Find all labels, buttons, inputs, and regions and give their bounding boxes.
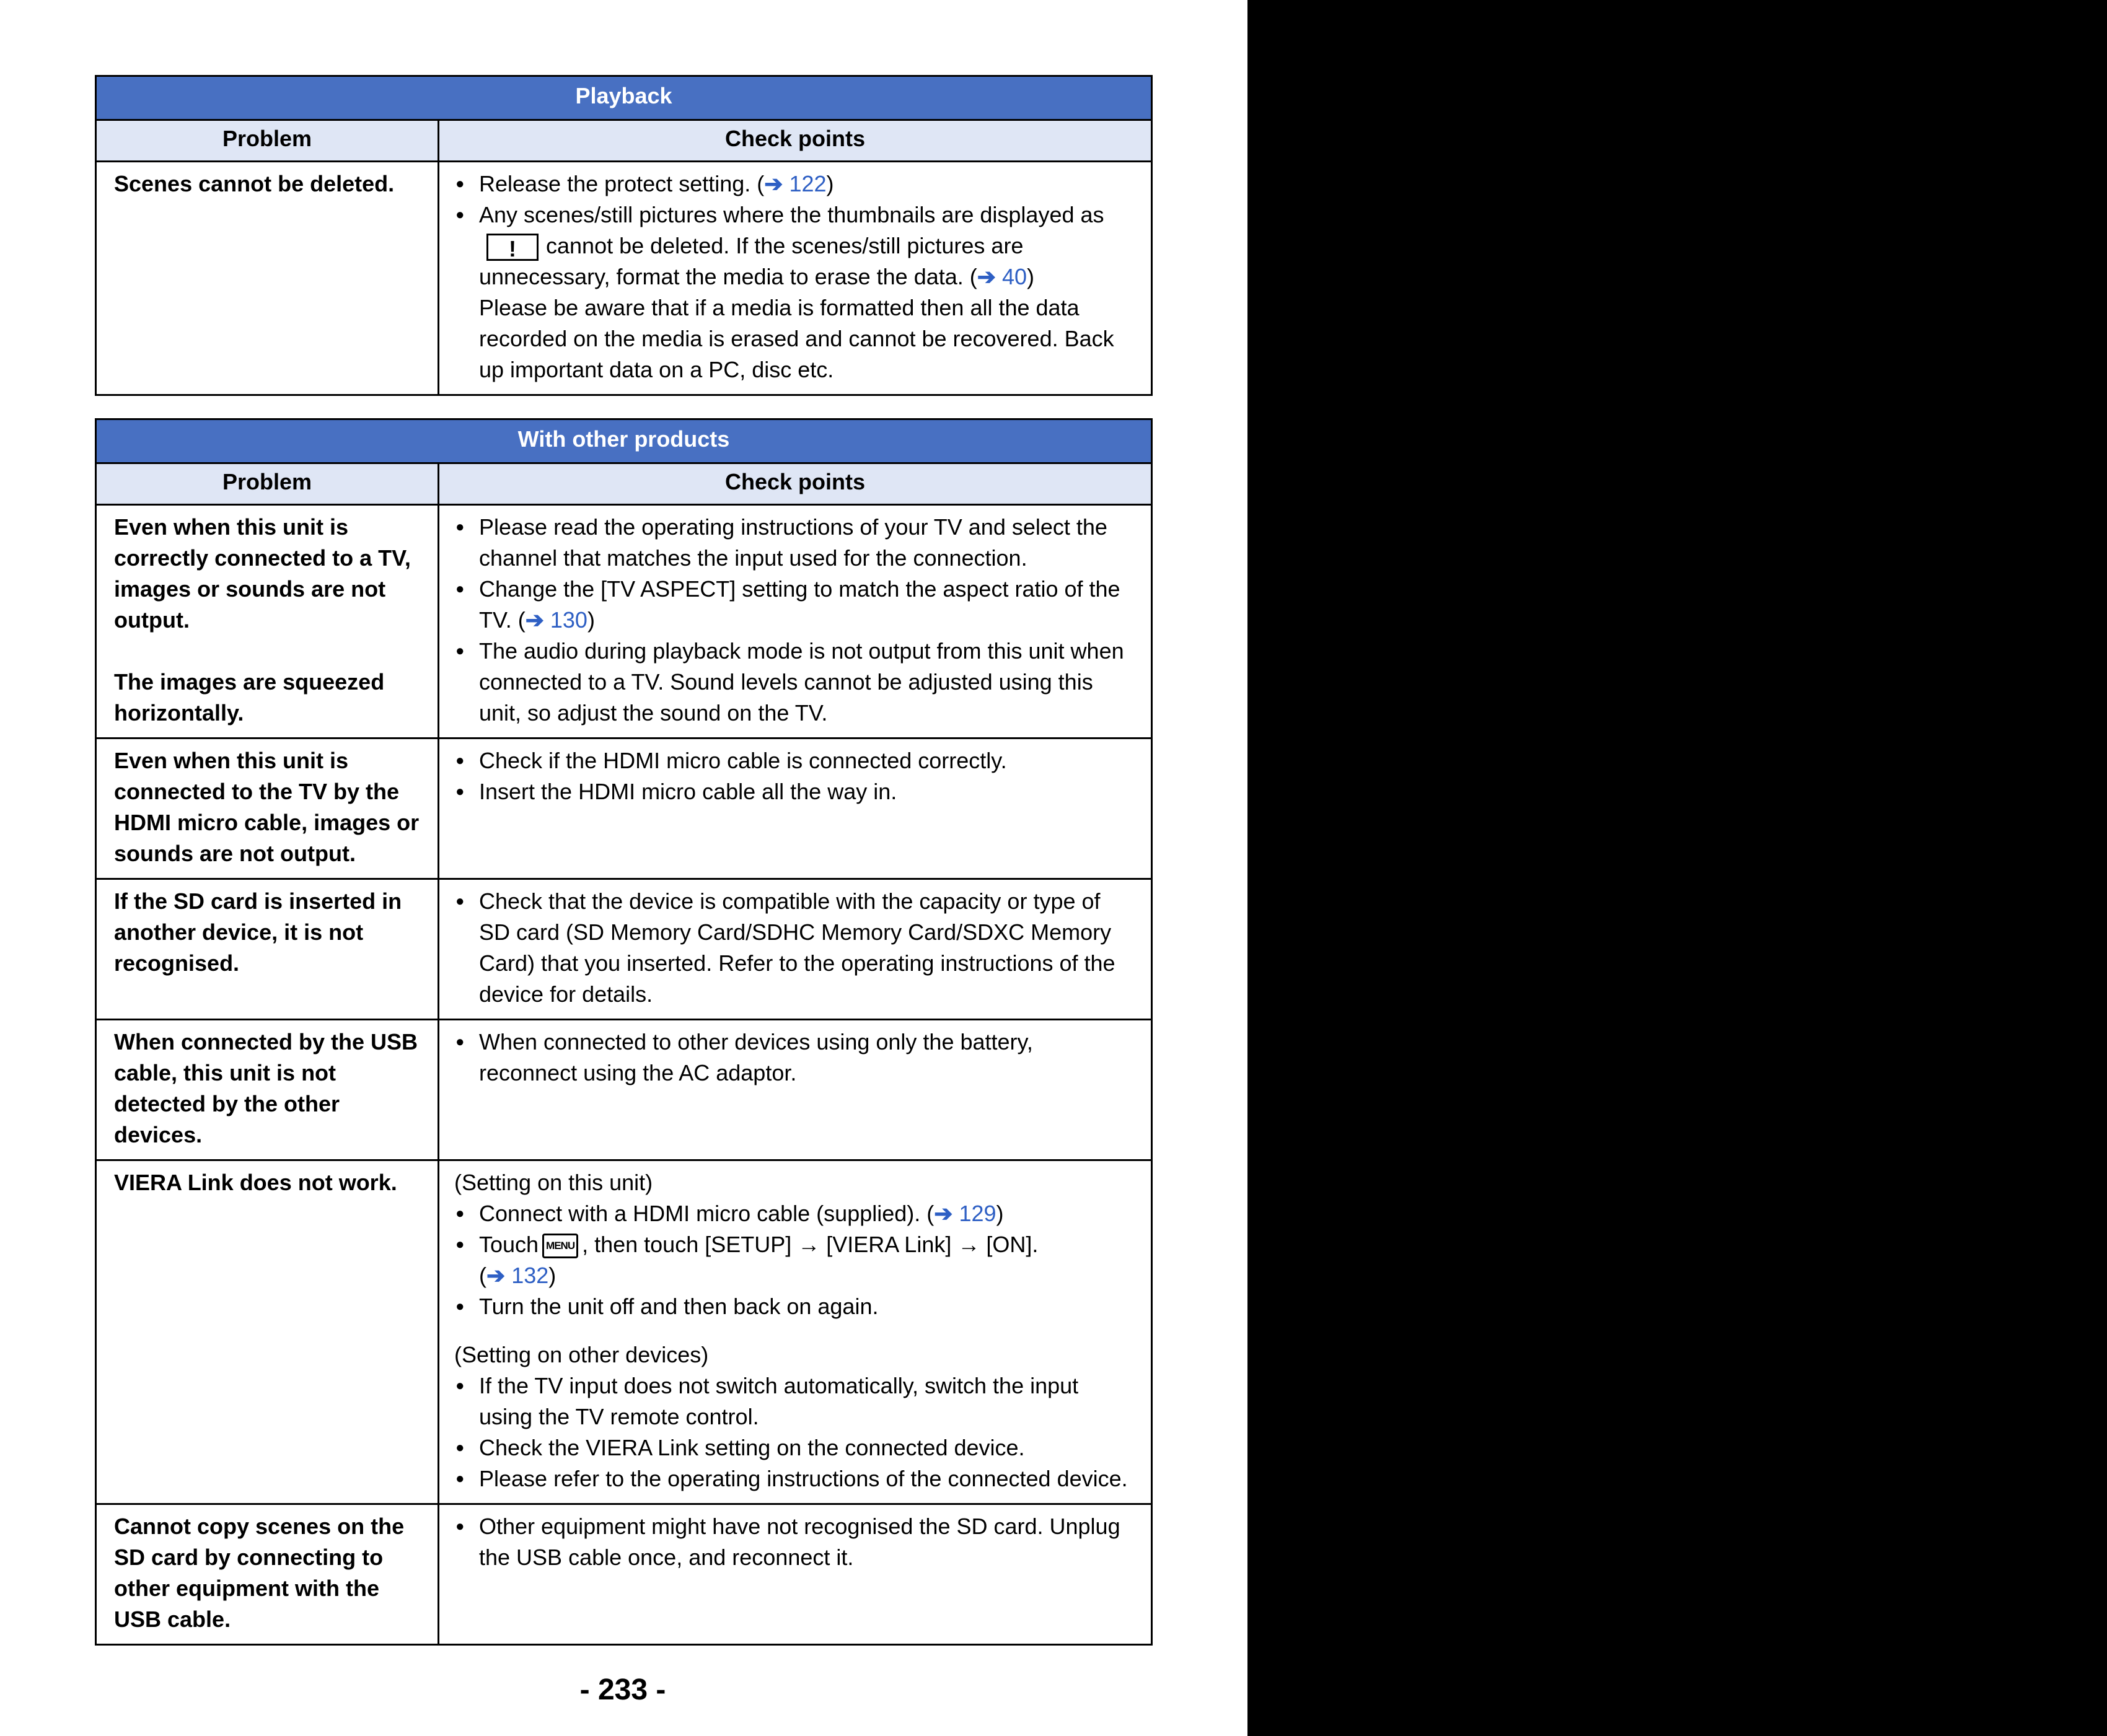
- check-points-column-header: Check points: [439, 463, 1152, 505]
- bullet-item: ● When connected to other devices using only the battery, reconnect using the AC adaptor.: [454, 1027, 1133, 1089]
- problem-cell: Even when this unit is correctly connected to a TV, images or sounds are not output. The images are squeezed horizontally.: [96, 505, 439, 739]
- page-number: - 233 -: [579, 1673, 666, 1706]
- bullet-item: ● The audio during playback mode is not output from this unit when connected to a TV. Sound levels cannot be adjusted using this unit, so adjust the sound on the TV.: [454, 636, 1133, 729]
- table-header-row: [96, 120, 1152, 162]
- page-reference-link[interactable]: ➔ 40: [977, 264, 1027, 289]
- arrow-icon: ➔: [977, 264, 996, 289]
- check-points-column-header: Check points: [439, 120, 1152, 162]
- problem-column-header: Problem: [96, 120, 439, 162]
- page-reference-link[interactable]: ➔ 130: [525, 607, 587, 633]
- bullet-item: ● Please refer to the operating instructions of the connected device.: [454, 1463, 1133, 1494]
- problem-cell: If the SD card is inserted in another device, it is not recognised.: [96, 879, 439, 1020]
- table-row: [96, 739, 1152, 879]
- bullet-item: ● Check that the device is compatible with the capacity or type of SD card (SD Memory Card/SDHC Memory Card/SDXC Memory Card) that you inserted. Refer to the operating instructions of the device for details.: [454, 886, 1133, 1010]
- subheading: (Setting on other devices): [454, 1342, 709, 1367]
- table-header-row: [96, 463, 1152, 505]
- arrow-icon: ➔: [764, 171, 783, 196]
- check-points-cell: [439, 1160, 1152, 1504]
- problem-column-header: Problem: [96, 463, 439, 505]
- other-products-table: [95, 418, 1153, 1646]
- other-products-table-title: With other products: [96, 419, 1152, 463]
- playback-table: [95, 75, 1153, 396]
- bullet-item: ● Other equipment might have not recognised the SD card. Unplug the USB cable once, and reconnect it.: [454, 1511, 1133, 1573]
- check-points-cell: [439, 739, 1152, 879]
- table-row: [96, 879, 1152, 1020]
- check-points-cell: [439, 162, 1152, 395]
- page-reference-link[interactable]: ➔ 122: [764, 171, 827, 196]
- document-page: [95, 75, 1151, 1646]
- check-points-cell: [439, 505, 1152, 739]
- check-points-cell: [439, 1020, 1152, 1160]
- arrow-icon: ➔: [525, 607, 544, 633]
- bullet-item: ● Touch MENU , then touch [SETUP] → [VIERA Link] → [ON]. (➔ 132): [454, 1229, 1133, 1291]
- problem-cell: When connected by the USB cable, this unit is not detected by the other devices.: [96, 1020, 439, 1160]
- page-reference-link[interactable]: ➔ 129: [934, 1201, 996, 1226]
- problem-cell: Even when this unit is connected to the TV by the HDMI micro cable, images or sounds are not output.: [96, 739, 439, 879]
- problem-cell: Scenes cannot be deleted.: [96, 162, 439, 395]
- arrow-icon: ➔: [486, 1263, 506, 1288]
- warning-thumbnail-icon: !: [486, 234, 539, 261]
- bullet-item: ● Please read the operating instructions of your TV and select the channel that matches the input used for the connection.: [454, 512, 1133, 574]
- problem-cell: Cannot copy scenes on the SD card by connecting to other equipment with the USB cable.: [96, 1504, 439, 1645]
- bullet-item: ● Release the protect setting. (➔ 122): [454, 169, 1133, 199]
- bullet-item: ● Check if the HDMI micro cable is connected correctly.: [454, 745, 1133, 776]
- bullet-item: ● Check the VIERA Link setting on the connected device.: [454, 1432, 1133, 1463]
- table-title-row: [96, 419, 1152, 463]
- bullet-item: ● If the TV input does not switch automatically, switch the input using the TV remote control.: [454, 1370, 1133, 1432]
- playback-table-title: Playback: [96, 76, 1152, 120]
- bullet-item: ● Turn the unit off and then back on again.: [454, 1291, 1133, 1322]
- table-row: [96, 1504, 1152, 1645]
- problem-cell: VIERA Link does not work.: [96, 1160, 439, 1504]
- page-reference-link[interactable]: ➔ 132: [486, 1263, 549, 1288]
- black-side-panel: [1247, 0, 2107, 1736]
- table-row: [96, 162, 1152, 395]
- table-title-row: [96, 76, 1152, 120]
- table-row: [96, 1160, 1152, 1504]
- bullet-item: ● Connect with a HDMI micro cable (supplied). (➔ 129): [454, 1198, 1133, 1229]
- table-row: [96, 505, 1152, 739]
- check-points-cell: [439, 879, 1152, 1020]
- table-row: [96, 1020, 1152, 1160]
- arrow-icon: ➔: [934, 1201, 953, 1226]
- menu-icon: MENU: [542, 1234, 578, 1258]
- bullet-item: ● Change the [TV ASPECT] setting to match the aspect ratio of the TV. (➔ 130): [454, 574, 1133, 636]
- bullet-item: ● Any scenes/still pictures where the thumbnails are displayed as! cannot be deleted. If the scenes/still pictures are unnecessary, format the media to erase the data. (➔ 40) Please be aware that if a media is formatted then all the data recorded on the media is erased and cannot be recovered. Back up important data on a PC, disc etc.: [454, 199, 1133, 385]
- subheading: (Setting on this unit): [454, 1170, 653, 1195]
- bullet-item: ● Insert the HDMI micro cable all the way in.: [454, 776, 1133, 807]
- check-points-cell: [439, 1504, 1152, 1645]
